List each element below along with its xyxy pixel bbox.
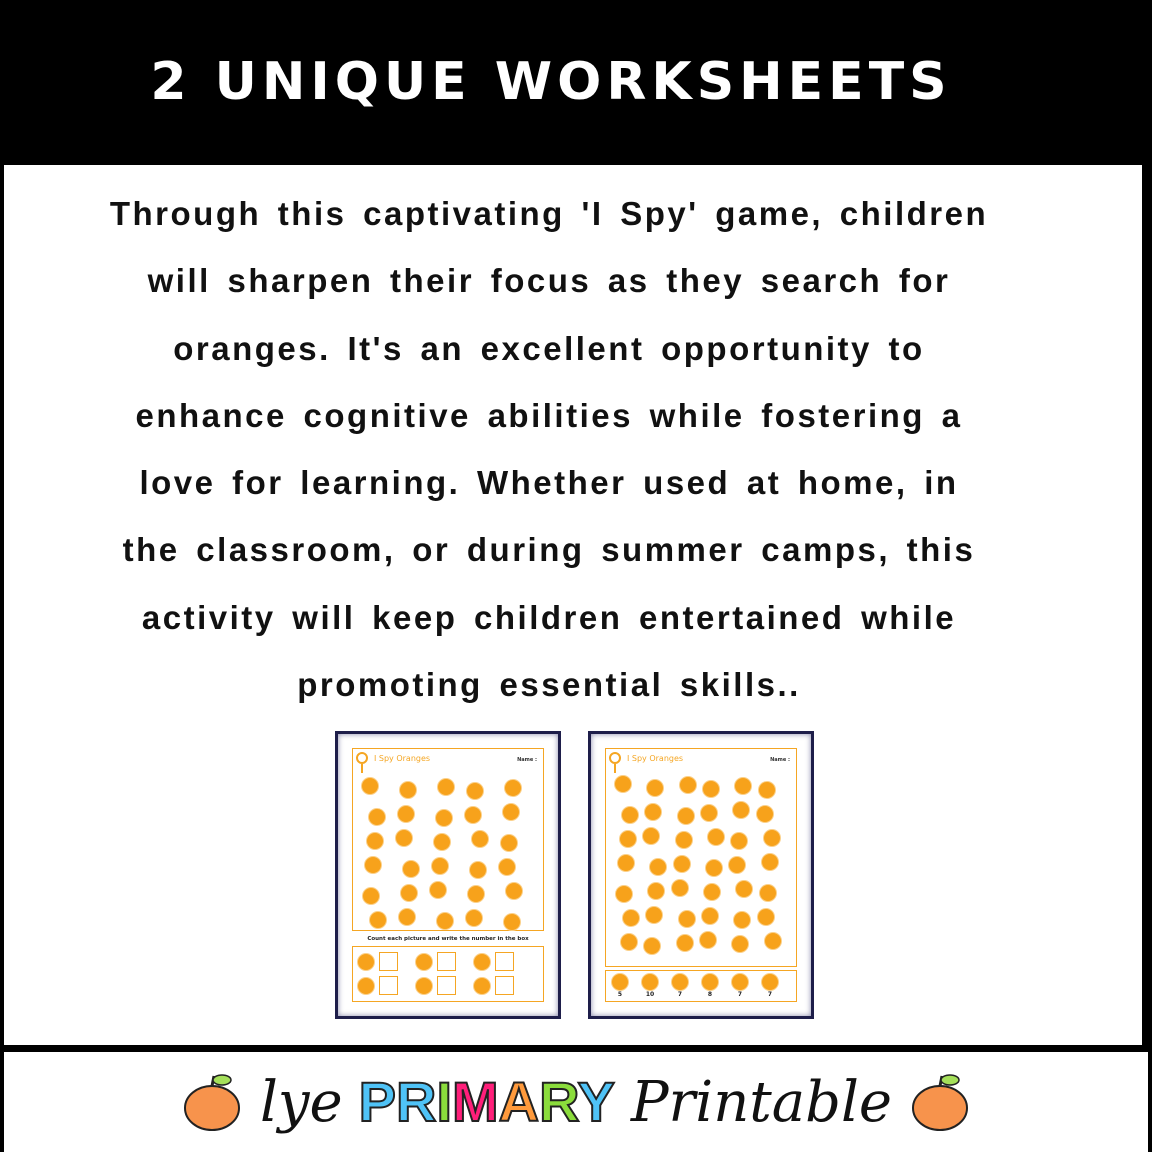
orange-picture: [364, 856, 382, 874]
orange-picture: [502, 803, 520, 821]
orange-picture: [731, 973, 749, 991]
answer-number: 10: [645, 991, 655, 998]
logo-letter: I: [436, 1070, 452, 1133]
logo-letter: P: [358, 1070, 396, 1133]
answer-box: [495, 976, 514, 995]
brand-footer: [4, 1052, 1148, 1152]
orange-picture: [764, 932, 782, 950]
orange-picture: [437, 778, 455, 796]
orange-picture: [619, 830, 637, 848]
orange-picture: [469, 861, 487, 879]
orange-picture: [505, 882, 523, 900]
apple-icon: [182, 1072, 242, 1132]
answer-box: [379, 952, 398, 971]
orange-picture: [671, 879, 689, 897]
orange-picture: [471, 830, 489, 848]
description-line: activity will keep children entertained while: [141, 598, 957, 636]
orange-picture: [673, 855, 691, 873]
orange-picture: [368, 808, 386, 826]
logo-letter: R: [395, 1070, 437, 1133]
orange-picture: [415, 977, 433, 995]
orange-picture: [730, 832, 748, 850]
orange-picture: [759, 884, 777, 902]
worksheet-preview-2: [588, 731, 814, 1019]
worksheet-title: I Spy Oranges: [627, 754, 684, 763]
orange-picture: [369, 911, 387, 929]
description-line: will sharpen their focus as they search for: [147, 262, 951, 300]
orange-picture: [647, 882, 665, 900]
orange-picture: [645, 906, 663, 924]
description-line: enhance cognitive abilities while fostering a: [135, 396, 963, 434]
orange-picture: [679, 776, 697, 794]
name-label: Name :: [770, 757, 790, 763]
answer-box: [437, 976, 456, 995]
orange-picture: [617, 854, 635, 872]
orange-picture: [677, 807, 695, 825]
description: [4, 185, 1094, 723]
logo-letter: M: [452, 1070, 499, 1133]
orange-picture: [357, 977, 375, 995]
orange-picture: [703, 883, 721, 901]
orange-picture: [465, 909, 483, 927]
orange-picture: [621, 806, 639, 824]
orange-picture: [733, 911, 751, 929]
orange-picture: [671, 973, 689, 991]
page-title: 2 UNIQUE WORKSHEETS: [150, 51, 952, 112]
orange-picture: [467, 885, 485, 903]
orange-picture: [357, 953, 375, 971]
orange-picture: [399, 781, 417, 799]
orange-picture: [763, 829, 781, 847]
orange-picture: [728, 856, 746, 874]
instruction-text: Count each picture and write the number in the box: [367, 936, 529, 942]
logo-suffix: Printable: [630, 1069, 893, 1135]
orange-picture: [473, 953, 491, 971]
answer-box: [379, 976, 398, 995]
logo-prefix: lye: [259, 1069, 343, 1135]
orange-picture: [705, 859, 723, 877]
description-line: promoting essential skills..: [297, 666, 801, 704]
orange-picture: [362, 887, 380, 905]
orange-picture: [649, 858, 667, 876]
answer-box: [437, 952, 456, 971]
answer-number: 7: [737, 991, 743, 998]
count-area: [352, 946, 544, 1002]
answer-number: 7: [767, 991, 773, 998]
orange-picture: [473, 977, 491, 995]
orange-picture: [735, 880, 753, 898]
magnifier-icon: [356, 752, 368, 764]
orange-picture: [699, 931, 717, 949]
header-banner: [0, 0, 1152, 165]
orange-picture: [622, 909, 640, 927]
orange-picture: [611, 973, 629, 991]
logo-letter: A: [498, 1070, 540, 1133]
orange-picture: [504, 779, 522, 797]
description-line: the classroom, or during summer camps, this: [122, 531, 976, 569]
orange-picture: [433, 833, 451, 851]
orange-picture: [644, 803, 662, 821]
orange-picture: [641, 973, 659, 991]
orange-picture: [761, 853, 779, 871]
orange-picture: [402, 860, 420, 878]
picture-area: [605, 748, 797, 967]
orange-picture: [400, 884, 418, 902]
logo-letter: Y: [577, 1070, 615, 1133]
description-line: oranges. It's an excellent opportunity to: [173, 329, 925, 367]
worksheet-preview-1: [335, 731, 561, 1019]
orange-picture: [415, 953, 433, 971]
orange-picture: [366, 832, 384, 850]
orange-picture: [646, 779, 664, 797]
orange-picture: [615, 885, 633, 903]
brand-logo: [260, 1069, 892, 1135]
orange-picture: [398, 908, 416, 926]
orange-picture: [643, 937, 661, 955]
orange-picture: [732, 801, 750, 819]
orange-picture: [503, 913, 521, 931]
worksheet-title: I Spy Oranges: [374, 754, 431, 763]
orange-picture: [397, 805, 415, 823]
answer-number: 8: [707, 991, 713, 998]
orange-picture: [620, 933, 638, 951]
orange-picture: [642, 827, 660, 845]
orange-picture: [701, 973, 719, 991]
logo-letter: R: [539, 1070, 578, 1133]
orange-picture: [500, 834, 518, 852]
orange-picture: [429, 881, 447, 899]
orange-picture: [756, 805, 774, 823]
orange-picture: [678, 910, 696, 928]
orange-picture: [614, 775, 632, 793]
picture-area: [352, 748, 544, 931]
orange-picture: [436, 912, 454, 930]
orange-picture: [431, 857, 449, 875]
orange-picture: [731, 935, 749, 953]
orange-picture: [498, 858, 516, 876]
orange-picture: [435, 809, 453, 827]
description-line: love for learning. Whether used at home, in: [139, 464, 959, 502]
answer-number: 5: [617, 991, 623, 998]
name-label: Name :: [517, 757, 537, 763]
magnifier-icon: [609, 752, 621, 764]
answer-number: 7: [677, 991, 683, 998]
content-panel: [4, 165, 1142, 1045]
orange-picture: [395, 829, 413, 847]
description-line: Through this captivating 'I Spy' game, children: [109, 195, 989, 232]
orange-picture: [464, 806, 482, 824]
orange-picture: [758, 781, 776, 799]
orange-picture: [675, 831, 693, 849]
orange-picture: [707, 828, 725, 846]
orange-picture: [676, 934, 694, 952]
answer-key: [605, 970, 797, 1002]
answer-box: [495, 952, 514, 971]
orange-picture: [701, 907, 719, 925]
logo-primary: [359, 1069, 615, 1135]
orange-picture: [734, 777, 752, 795]
apple-icon: [910, 1072, 970, 1132]
orange-picture: [702, 780, 720, 798]
orange-picture: [466, 782, 484, 800]
orange-picture: [761, 973, 779, 991]
orange-picture: [700, 804, 718, 822]
orange-picture: [361, 777, 379, 795]
orange-picture: [757, 908, 775, 926]
